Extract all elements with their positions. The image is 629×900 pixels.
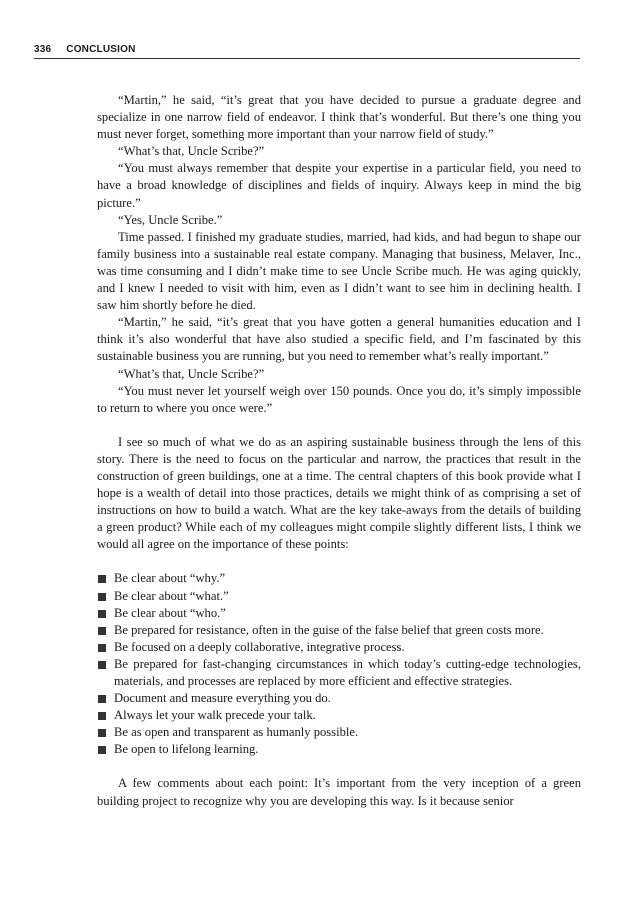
square-bullet-icon — [98, 661, 106, 669]
page-body — [97, 92, 581, 810]
list-item-text: Be prepared for resistance, often in the guise of the false belief that green costs more. — [114, 622, 544, 637]
list-item-text: Be focused on a deeply collaborative, integrative process. — [114, 639, 405, 654]
list-item — [97, 724, 581, 741]
square-bullet-icon — [98, 746, 106, 754]
list-item — [97, 690, 581, 707]
paragraph: “What’s that, Uncle Scribe?” — [118, 366, 265, 381]
list-item-text: Document and measure everything you do. — [114, 691, 331, 706]
list-item-text: Always let your walk precede your talk. — [114, 708, 316, 723]
paragraph: “You must always remember that despite your expertise in a particular field, you need to have a broad knowledge of disciplines and fields of inquiry. Always keep in mind the big picture.” — [97, 161, 581, 210]
list-item — [97, 656, 581, 690]
paragraph: “Martin,” he said, “it’s great that you have decided to pursue a graduate degree and specialize in one narrow field of endeavor. I think that’s wonderful. But there’s one thing you must never forget, something more important than your narrow field of study.” — [97, 93, 581, 142]
square-bullet-icon — [98, 644, 106, 652]
list-item — [97, 741, 581, 758]
running-header — [34, 44, 580, 59]
paragraph: “You must never let yourself weigh over 150 pounds. Once you do, it’s simply impossible to return to where you once were.” — [97, 383, 581, 415]
paragraph: “Martin,” he said, “it’s great that you have gotten a general humanities education and I think it’s also wonderful that have also studied a specific field, and I’m fascinated by this sustainable business you are running, but you need to remember what’s really important.” — [97, 315, 581, 364]
list-item-text: Be clear about “who.” — [114, 605, 226, 620]
section-title: CONCLUSION — [66, 44, 136, 55]
paragraph: A few comments about each point: It’s important from the very inception of a green building project to recognize why you are developing this way. Is it because senior — [97, 776, 581, 808]
list-item-text: Be open to lifelong learning. — [114, 742, 259, 757]
page-number: 336 — [34, 44, 52, 55]
list-item — [97, 588, 581, 605]
list-item-text: Be clear about “what.” — [114, 588, 229, 603]
square-bullet-icon — [98, 627, 106, 635]
square-bullet-icon — [98, 712, 106, 720]
square-bullet-icon — [98, 729, 106, 737]
square-bullet-icon — [98, 593, 106, 601]
list-item — [97, 639, 581, 656]
paragraph: “What’s that, Uncle Scribe?” — [118, 144, 265, 159]
list-item-text: Be prepared for fast-changing circumstances in which today’s cutting-edge technologies, materials, and processes are replaced by more efficient and effective strategies. — [114, 656, 581, 688]
key-points-list — [97, 570, 581, 758]
list-item — [97, 570, 581, 587]
list-item-text: Be clear about “why.” — [114, 571, 226, 586]
square-bullet-icon — [98, 695, 106, 703]
paragraph: “Yes, Uncle Scribe.” — [118, 212, 223, 227]
list-item — [97, 622, 581, 639]
paragraph: I see so much of what we do as an aspiring sustainable business through the lens of this story. There is the need to focus on the particular and narrow, the practices that result in the construction of green buildings, one at a time. The central chapters of this book provide what I hope is a wealth of detail into those practices, details we might think of as comprising a set of instructions on how to build a watch. What are the key take-aways from the details of building a green product? While each of my colleagues might compile slightly different lists, I think we would all agree on the importance of these points: — [97, 434, 581, 552]
square-bullet-icon — [98, 575, 106, 583]
list-item — [97, 707, 581, 724]
paragraph: Time passed. I finished my graduate studies, married, had kids, and had begun to shape our family business into a sustainable real estate company. Managing that business, Melaver, Inc., was time consuming and I didn’t make time to see Uncle Scribe much. He was aging quickly, and I knew I needed to visit with him, even as I didn’t want to see him in declining health. I saw him shortly before he died. — [97, 229, 581, 313]
list-item — [97, 605, 581, 622]
list-item-text: Be as open and transparent as humanly possible. — [114, 725, 359, 740]
square-bullet-icon — [98, 610, 106, 618]
